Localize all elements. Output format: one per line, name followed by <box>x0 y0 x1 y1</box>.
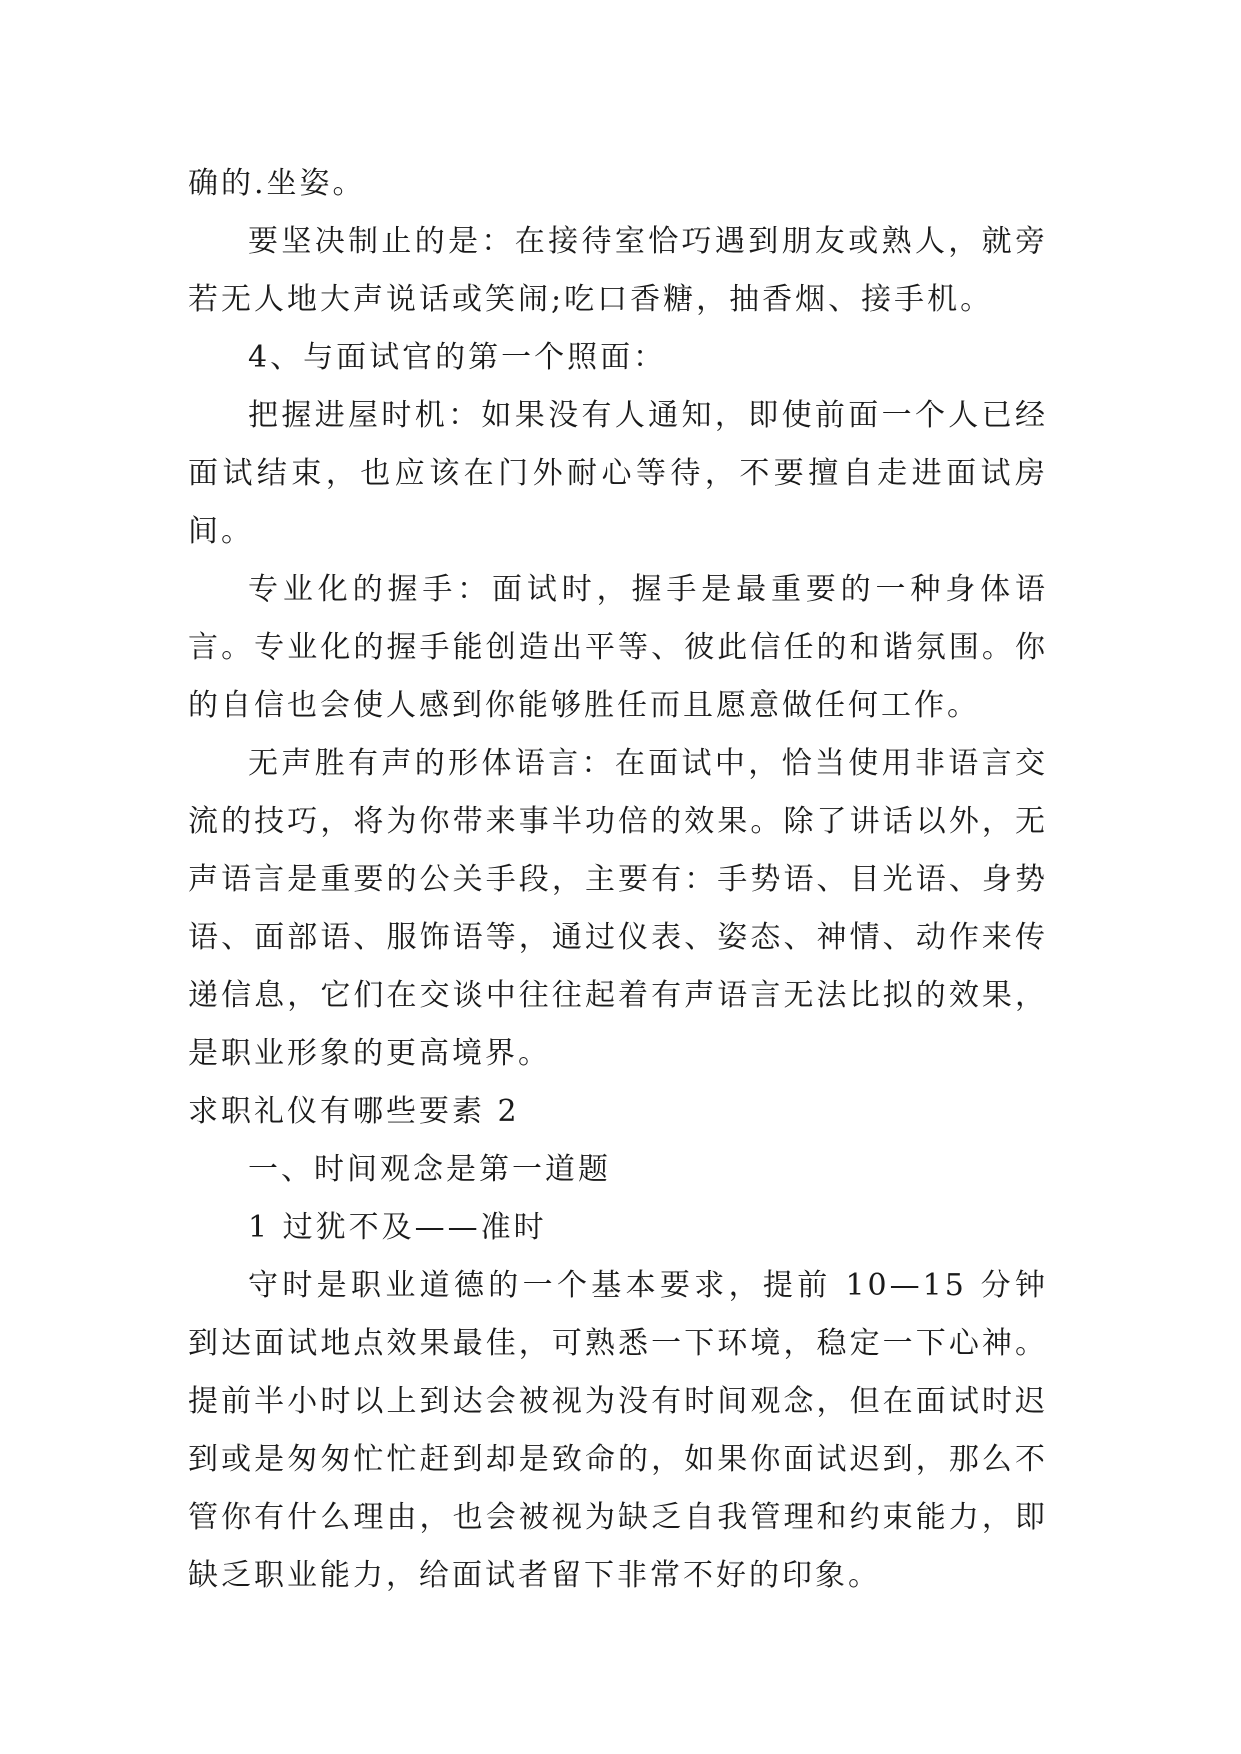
paragraph-sitting-posture-end: 确的.坐姿。 <box>188 166 366 201</box>
paragraph-entry-timing: 把握进屋时机：如果没有人通知，即使前面一个人已经面试结束，也应该在门外耐心等待，不要擅自走进面试房间。 <box>188 398 1048 549</box>
paragraph-handshake: 专业化的握手：面试时，握手是最重要的一种身体语言。专业化的握手能创造出平等、彼此信任的和谐氛围。你的自信也会使人感到你能够胜任而且愿意做任何工作。 <box>188 572 1048 723</box>
paragraph-waiting-room-prohibitions: 要坚决制止的是：在接待室恰巧遇到朋友或熟人，就旁若无人地大声说话或笑闹;吃口香糖，抽香烟、接手机。 <box>188 224 1048 317</box>
subheading-punctuality: 1 过犹不及——准时 <box>248 1210 547 1245</box>
document-body <box>188 155 1048 1605</box>
paragraph-heading-first-meeting: 4、与面试官的第一个照面： <box>248 340 667 375</box>
paragraph-body-language: 无声胜有声的形体语言：在面试中，恰当使用非语言交流的技巧，将为你带来事半功倍的效果。除了讲话以外，无声语言是重要的公关手段，主要有：手势语、目光语、身势语、面部语、服饰语等，通过仪表、姿态、神情、动作来传递信息，它们在交谈中往往起着有声语言无法比拟的效果，是职业形象的更高境界。 <box>188 746 1048 1071</box>
paragraph-punctuality: 守时是职业道德的一个基本要求，提前 10—15 分钟到达面试地点效果最佳，可熟悉一下环境，稳定一下心神。提前半小时以上到达会被视为没有时间观念，但在面试时迟到或是匆匆忙忙赶到却是致命的，如果你面试迟到，那么不管你有什么理由，也会被视为缺乏自我管理和约束能力，即缺乏职业能力，给面试者留下非常不好的印象。 <box>188 1268 1048 1593</box>
section-title: 求职礼仪有哪些要素 2 <box>188 1094 520 1129</box>
subheading-time-concept: 一、时间观念是第一道题 <box>248 1152 611 1187</box>
